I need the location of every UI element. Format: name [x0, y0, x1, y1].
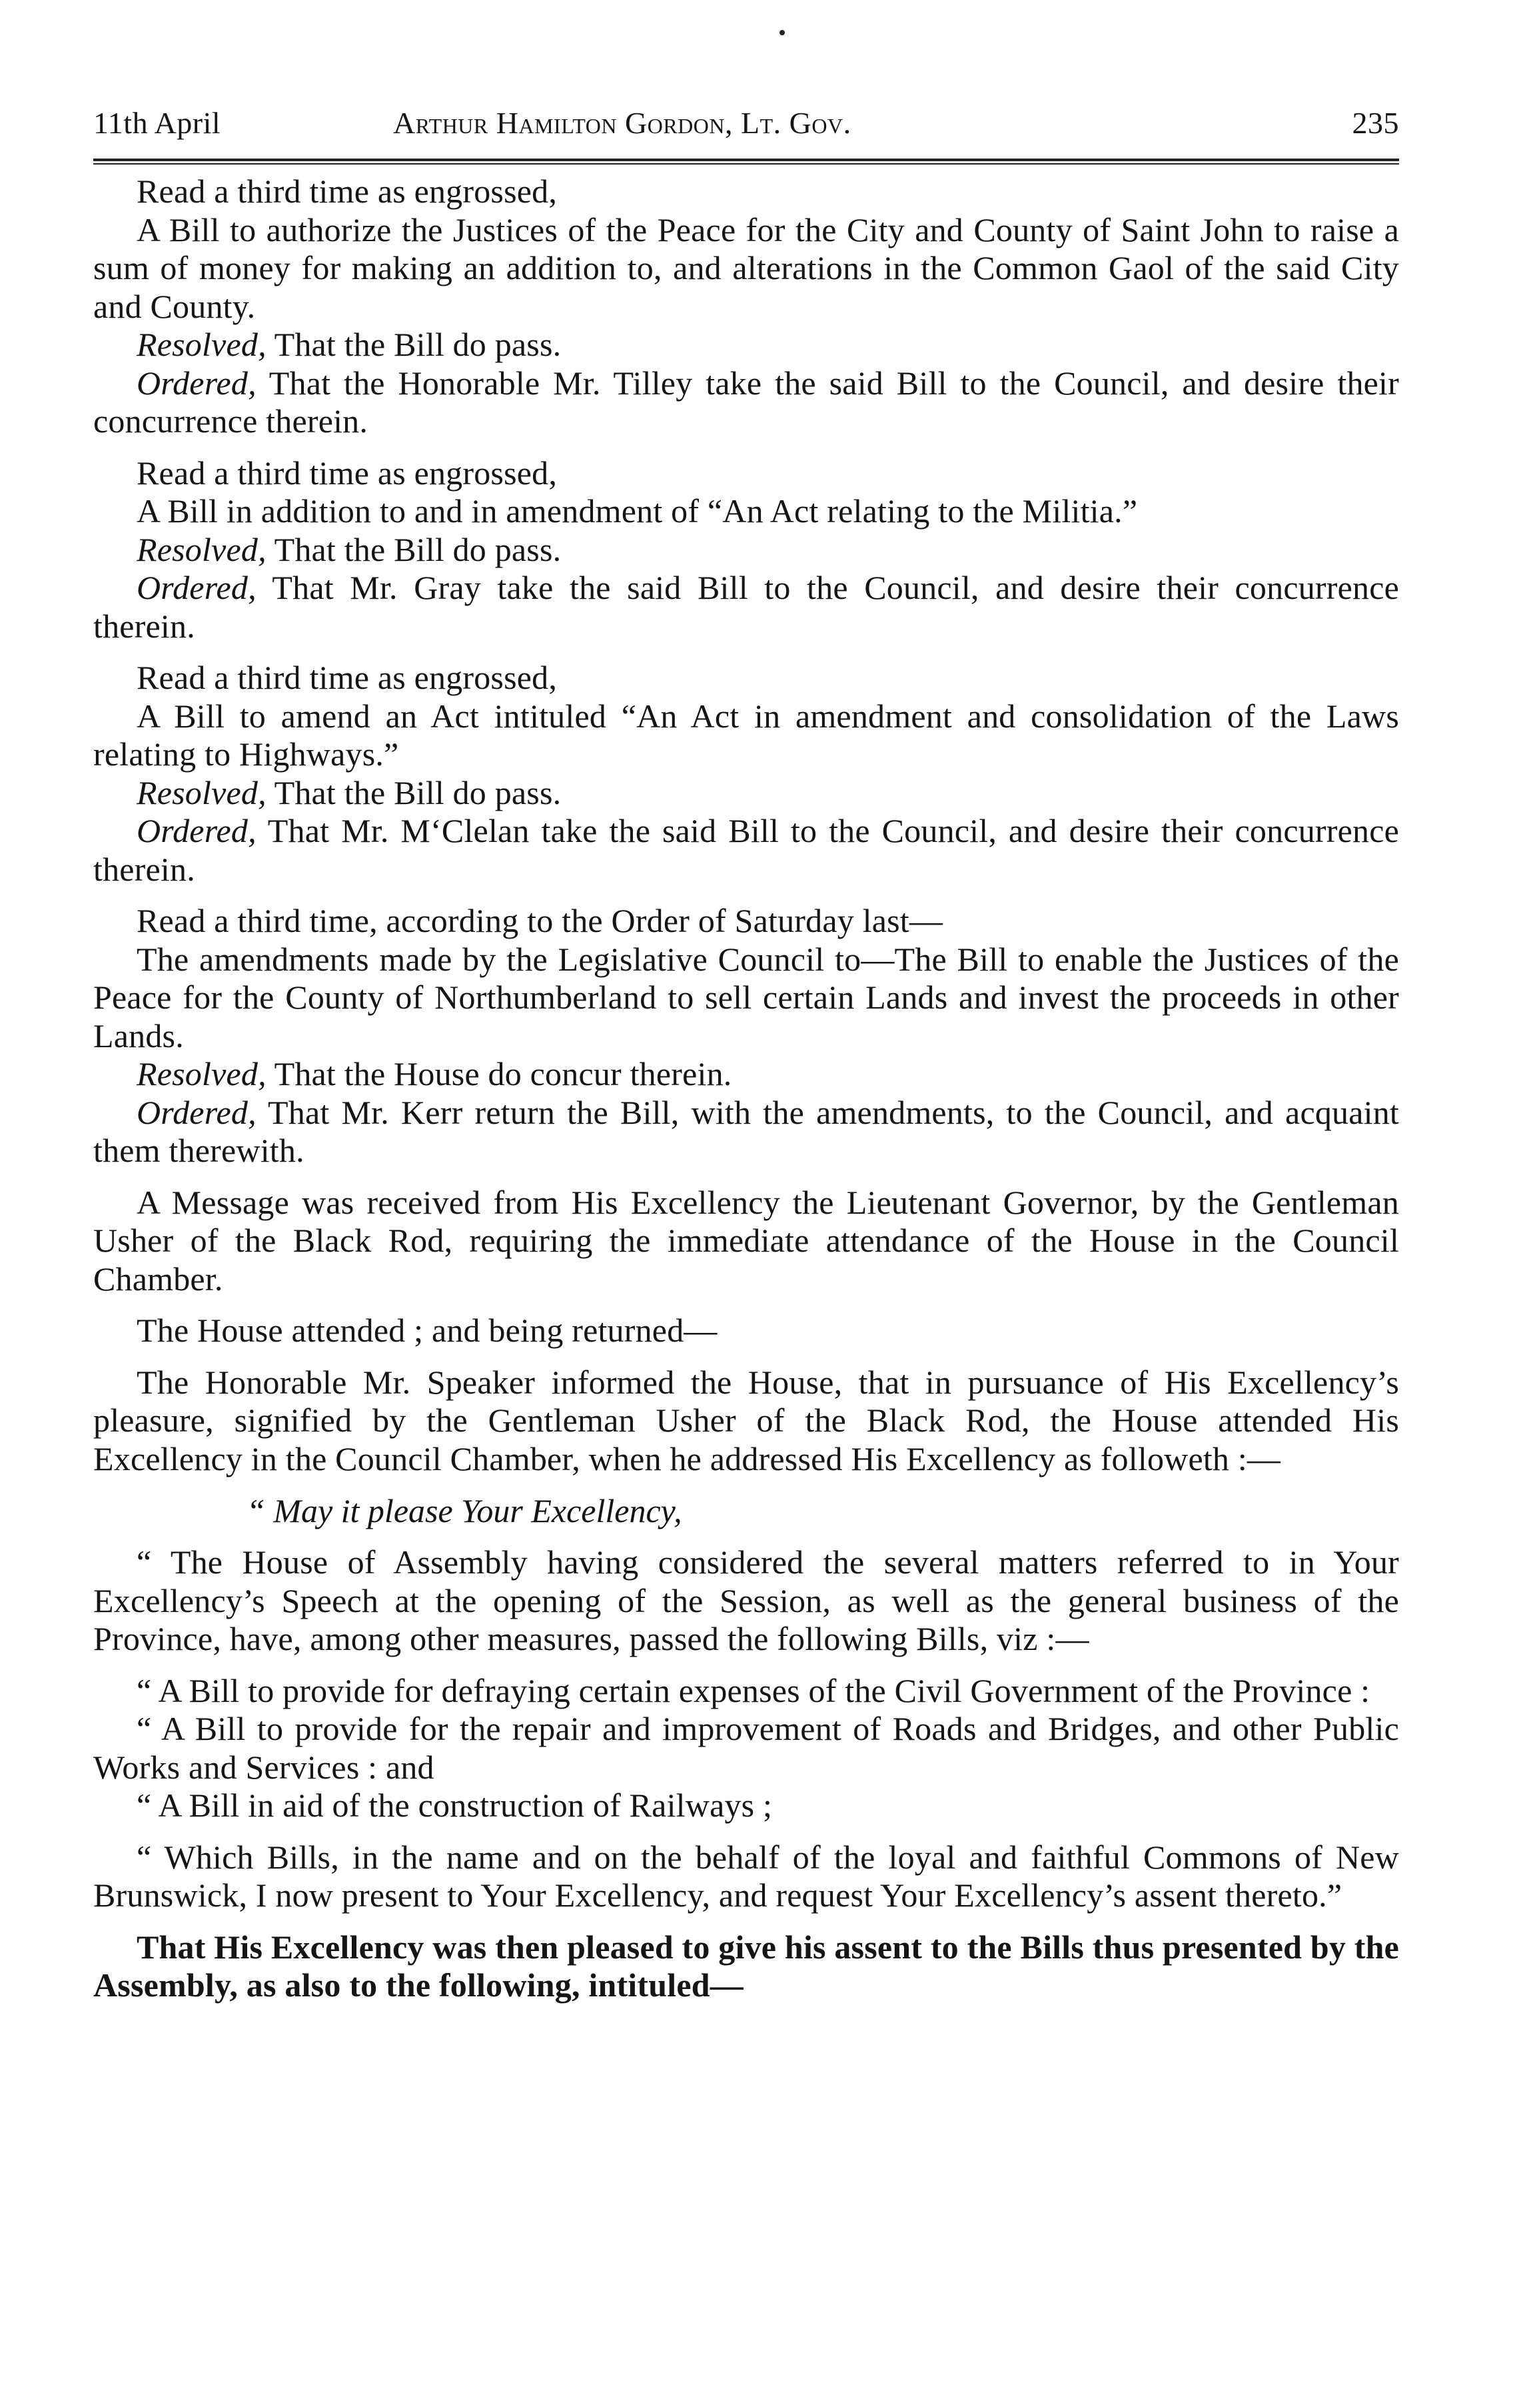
resolved-text: That the Bill do pass.	[274, 530, 562, 568]
ordered-text: That Mr. Kerr return the Bill, with the amendments, to the Council, and acquaint them therewith.	[93, 1093, 1400, 1169]
entry-2-intro: Read a third time as engrossed,	[137, 454, 558, 492]
speaker-paragraph: The Honorable Mr. Speaker informed the House, that in pursuance of His Excellency’s pleasure, signified by the Gentleman Usher of the Black Rod, the House attended His Excellency in the Council Chamber, when he addressed His Excellency as followeth :—	[93, 1363, 1399, 1477]
address-bill-2: “ A Bill to provide for the repair and improvement of Roads and Bridges, and other Public Works and Services : and	[93, 1710, 1399, 1786]
address-bill-1: “ A Bill to provide for defraying certain expenses of the Civil Government of the Province :	[137, 1671, 1370, 1709]
header-rule	[93, 159, 1399, 165]
resolved-label: Resolved,	[137, 326, 266, 363]
entry-4-resolved	[93, 1055, 1399, 1094]
entry-1-bill: A Bill to authorize the Justices of the Peace for the City and County of Saint John to raise a sum of money for making an addition to, and alterations in the Common Gaol of the said City and County.	[93, 210, 1399, 325]
house-attended: The House attended ; and being returned—	[137, 1312, 718, 1349]
running-header	[93, 100, 1399, 147]
entry-1-intro: Read a third time as engrossed,	[137, 173, 558, 210]
entry-4-intro: Read a third time, according to the Order of Saturday last—	[137, 902, 943, 939]
ordered-label: Ordered,	[137, 569, 256, 606]
ordered-label: Ordered,	[137, 812, 256, 849]
resolved-text: That the Bill do pass.	[274, 326, 562, 363]
ordered-text: That Mr. Gray take the said Bill to the Council, and desire their concurrence therein.	[93, 569, 1399, 645]
resolved-label: Resolved,	[137, 1055, 266, 1092]
entry-3-intro: Read a third time as engrossed,	[137, 659, 558, 696]
entry-4-ordered	[93, 1094, 1399, 1170]
resolved-text: That the Bill do pass.	[274, 773, 562, 811]
ink-speck	[779, 30, 785, 35]
header-date: 11th April	[93, 106, 221, 140]
ordered-text: That Mr. M‘Clelan take the said Bill to the Council, and desire their concurrence therein.	[93, 812, 1399, 888]
message-paragraph: A Message was received from His Excellency the Lieutenant Governor, by the Gentleman Usher of the Black Rod, requiring the immediate attendance of the House in the Council Chamber.	[93, 1183, 1399, 1298]
resolved-label: Resolved,	[137, 773, 266, 811]
address-paragraph-1: “ The House of Assembly having considered the several matters referred to in Your Excellency’s Speech at the opening of the Session, as well as the general business of the Province, have, among other measures, passed the following Bills, viz :—	[93, 1543, 1399, 1657]
entry-2-ordered	[93, 569, 1399, 645]
address-paragraph-2: “ Which Bills, in the name and on the behalf of the loyal and faithful Commons of New Brunswick, I now present to Your Excellency, and request Your Excellency’s assent thereto.”	[93, 1838, 1399, 1914]
closing-paragraph: That His Excellency was then pleased to give his assent to the Bills thus presented by the Assembly, as also to the following, intituled—	[93, 1928, 1399, 2004]
page-number: 235	[1352, 106, 1399, 140]
address-salutation: “ May it please Your Excellency,	[247, 1492, 682, 1529]
journal-page	[93, 100, 1399, 2005]
entry-1-ordered	[93, 364, 1399, 441]
entry-4-bill: The amendments made by the Legislative Council to—The Bill to enable the Justices of the Peace for the County of Northumberland to sell certain Lands and invest the proceeds in other Lands.	[93, 940, 1399, 1054]
entry-3-resolved	[93, 774, 1399, 813]
ordered-label: Ordered,	[137, 364, 256, 402]
resolved-text: That the House do concur therein.	[274, 1055, 732, 1092]
entry-1-resolved	[93, 326, 1399, 364]
resolved-label: Resolved,	[137, 530, 266, 568]
entry-3-ordered	[93, 812, 1399, 889]
ordered-label: Ordered,	[137, 1093, 256, 1131]
entry-3-bill: A Bill to amend an Act intituled “An Act in amendment and consolidation of the Laws relating to Highways.”	[93, 697, 1399, 773]
address-bill-3: “ A Bill in aid of the construction of Railways ;	[137, 1787, 773, 1824]
header-running-title: Arthur Hamilton Gordon, Lt. Gov.	[393, 106, 851, 140]
entry-2-resolved	[93, 531, 1399, 570]
entry-2-bill: A Bill in addition to and in amendment of “An Act relating to the Militia.”	[137, 492, 1138, 530]
ordered-text: That the Honorable Mr. Tilley take the said Bill to the Council, and desire their concurrence therein.	[93, 364, 1400, 440]
